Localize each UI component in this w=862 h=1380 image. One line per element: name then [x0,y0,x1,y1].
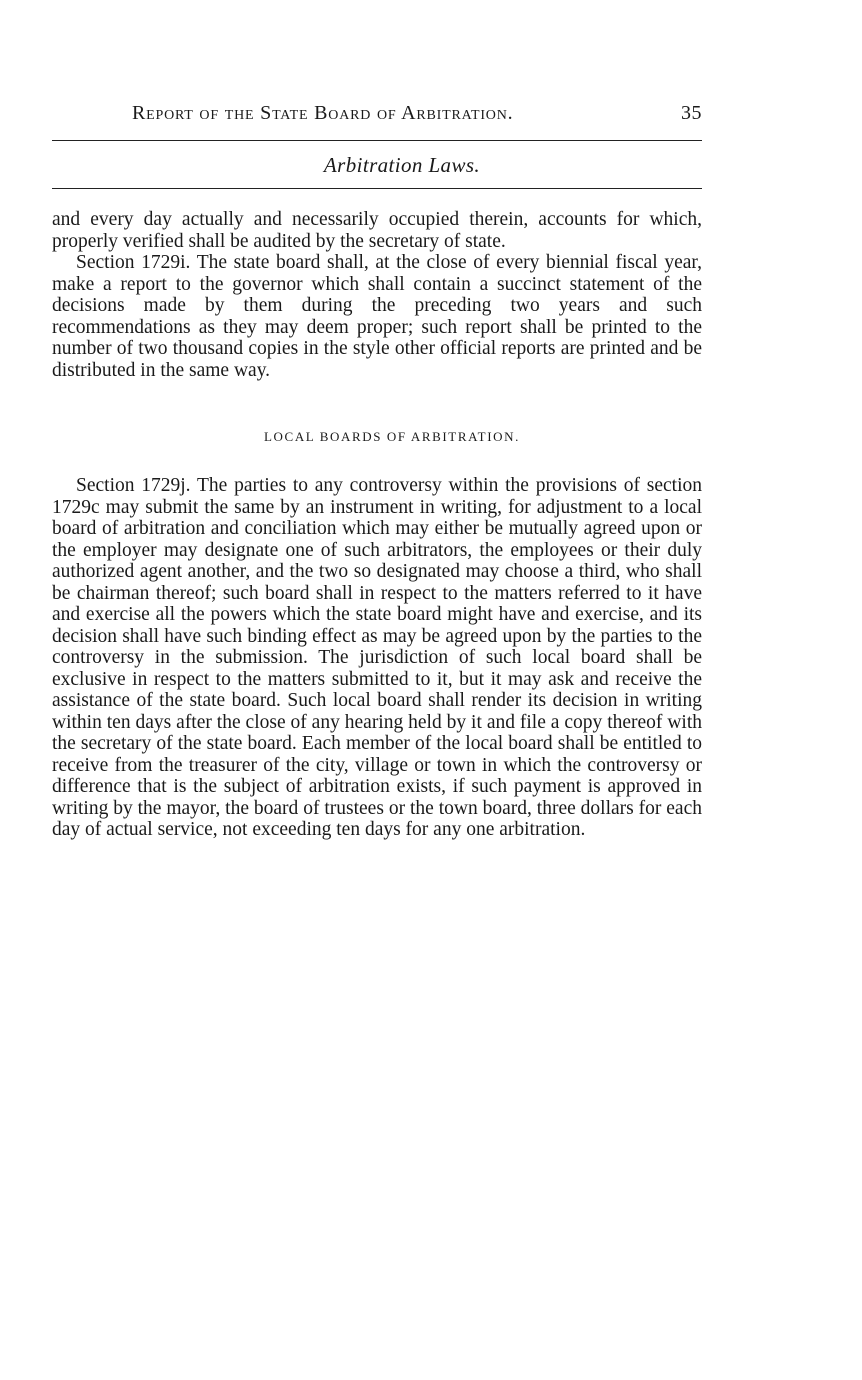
section-title: Arbitration Laws. [323,153,481,177]
paragraph-section-1729i: Section 1729i. The state board shall, at the close of every biennial fiscal year, make a report to the governor which shall contain a succinct statement of the decisions made by them during the preceding two years and such recommendations as they may deem proper; such report shall be printed to the number of two thousand copies in the style other official reports are printed and be distributed in the same way. [52,252,702,381]
running-head [52,92,702,128]
document-page [52,92,702,841]
paragraph-section-1729j: Section 1729j. The parties to any controversy within the provisions of section 1729c may submit the same by an instrument in writing, for adjustment to a local board of arbitration and conciliation which may either be mutually agreed upon or the employer may designate one of such arbitrators, the employees or their duly authorized agent another, and the two so designated may choose a third, who shall be chairman thereof; such board shall in respect to the matters referred to it have and exercise all the powers which the state board might have and exercise, and its decision shall have such binding effect as may be agreed upon by the parties to the controversy in the submission. The jurisdiction of such local board shall be exclusive in respect to the matters submitted to it, but it may ask and receive the assistance of the state board. Such local board shall render its decision in writing within ten days after the close of any hearing held by it and file a copy thereof with the secretary of the state board. Each member of the local board shall be entitled to receive from the treasurer of the city, village or town in which the controversy or difference that is the subject of arbitration exists, if such payment is approved in writing by the mayor, the board of trustees or the town board, three dollars for each day of actual service, not exceeding ten days for any one arbitration. [52,475,702,840]
paragraph-continued: and every day actually and necessarily occupied therein, accounts for which, properly verified shall be audited by the secretary of state. [52,209,702,252]
page-number: 35 [681,102,702,124]
header-rule-bottom [52,188,702,189]
running-title: Report of the State Board of Arbitration. [132,102,514,124]
subheading-local-boards: LOCAL BOARDS OF ARBITRATION. [264,429,520,444]
